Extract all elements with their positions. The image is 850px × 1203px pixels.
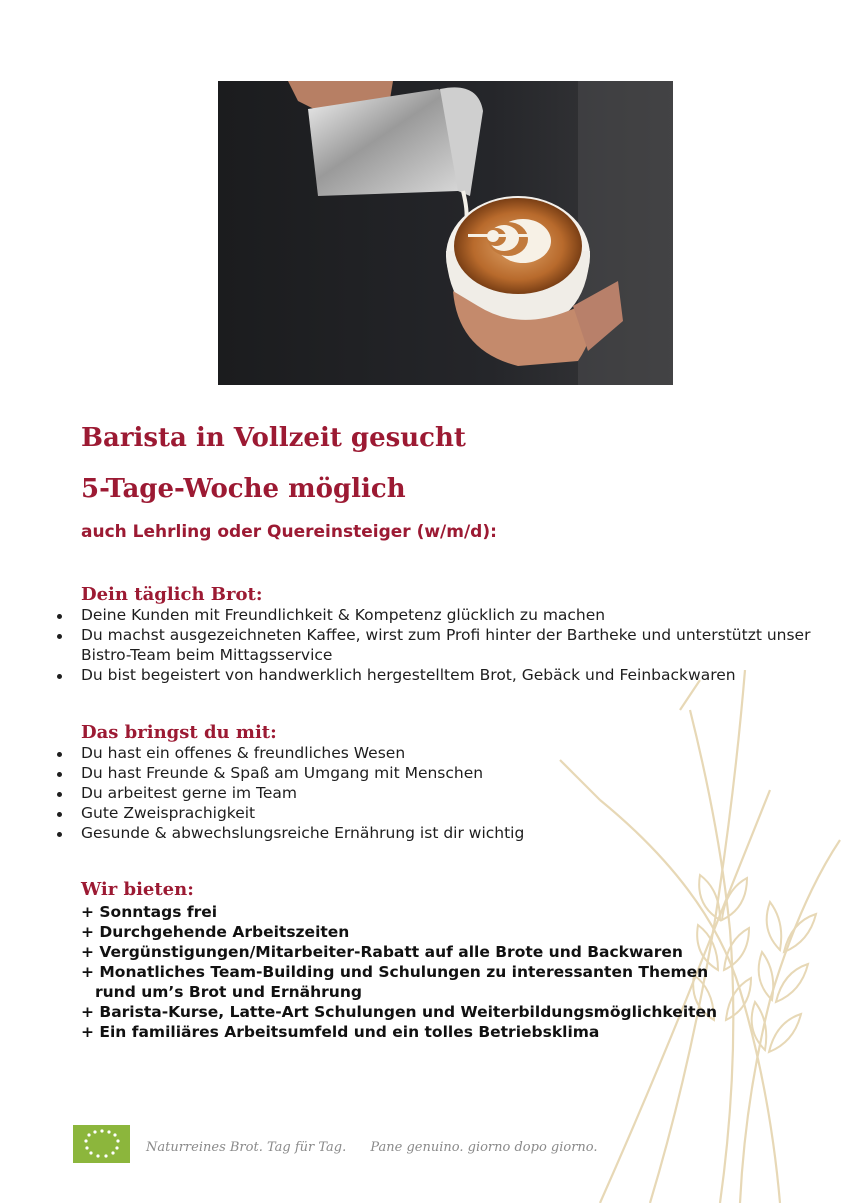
bullet-icon <box>57 634 62 639</box>
offer-list <box>81 902 717 1042</box>
bullet-icon <box>57 614 62 619</box>
list-item <box>81 763 841 783</box>
latte-art-photo <box>218 81 673 385</box>
bullet-icon <box>57 792 62 797</box>
list-item: + Ein familiäres Arbeitsumfeld und ein tolles Betriebsklima <box>81 1023 600 1041</box>
list-item-text: Gute Zweisprachigkeit <box>81 804 256 822</box>
slogan <box>146 1140 618 1155</box>
bullet-icon <box>57 674 62 679</box>
list-item-continuation: rund um’s Brot und Ernährung <box>95 983 362 1001</box>
list-item: + Vergünstigungen/Mitarbeiter-Rabatt auf alle Brote und Backwaren <box>81 943 683 961</box>
list-item-text: Gesunde & abwechslungsreiche Ernährung ist dir wichtig <box>81 824 525 842</box>
job-subtitle: 5-Tage-Woche möglich <box>81 474 406 504</box>
bring-list <box>81 743 841 843</box>
list-item: + Sonntags frei <box>81 903 218 921</box>
list-item <box>81 823 841 843</box>
eu-organic-leaf-icon <box>73 1125 130 1163</box>
bullet-icon <box>57 772 62 777</box>
list-item: + Monatliches Team-Building und Schulungen zu interessanten Themen <box>81 963 709 981</box>
list-item <box>81 743 841 763</box>
bullet-icon <box>57 752 62 757</box>
list-item-text: Du arbeitest gerne im Team <box>81 784 297 802</box>
list-item-text: Du machst ausgezeichneten Kaffee, wirst zum Profi hinter der Bartheke und unterstützt unser Bistro-Team beim Mittagsservice <box>81 626 811 664</box>
section-title-bring: Das bringst du mit: <box>81 722 277 743</box>
slogan-german: Naturreines Brot. Tag für Tag. <box>146 1140 347 1155</box>
list-item-text: Du hast ein offenes & freundliches Wesen <box>81 744 406 762</box>
section-title-daily: Dein täglich Brot: <box>81 584 263 605</box>
list-item <box>81 665 841 685</box>
list-item <box>81 783 841 803</box>
section-title-offer: Wir bieten: <box>81 879 194 900</box>
list-item-text: Du bist begeistert von handwerklich hergestelltem Brot, Gebäck und Feinbackwaren <box>81 666 736 684</box>
bullet-icon <box>57 832 62 837</box>
list-item: + Durchgehende Arbeitszeiten <box>81 923 350 941</box>
list-item-text: Deine Kunden mit Freundlichkeit & Kompetenz glücklich zu machen <box>81 606 606 624</box>
slogan-italian: Pane genuino. giorno dopo giorno. <box>370 1140 598 1155</box>
bullet-icon <box>57 812 62 817</box>
list-item: + Barista-Kurse, Latte-Art Schulungen und Weiterbildungsmöglichkeiten <box>81 1003 718 1021</box>
list-item <box>81 605 841 625</box>
list-item <box>81 803 841 823</box>
job-subheading: auch Lehrling oder Quereinsteiger (w/m/d): <box>81 522 497 542</box>
list-item-text: Du hast Freunde & Spaß am Umgang mit Menschen <box>81 764 484 782</box>
list-item <box>81 625 841 665</box>
job-title: Barista in Vollzeit gesucht <box>81 423 466 453</box>
daily-list <box>81 605 841 685</box>
